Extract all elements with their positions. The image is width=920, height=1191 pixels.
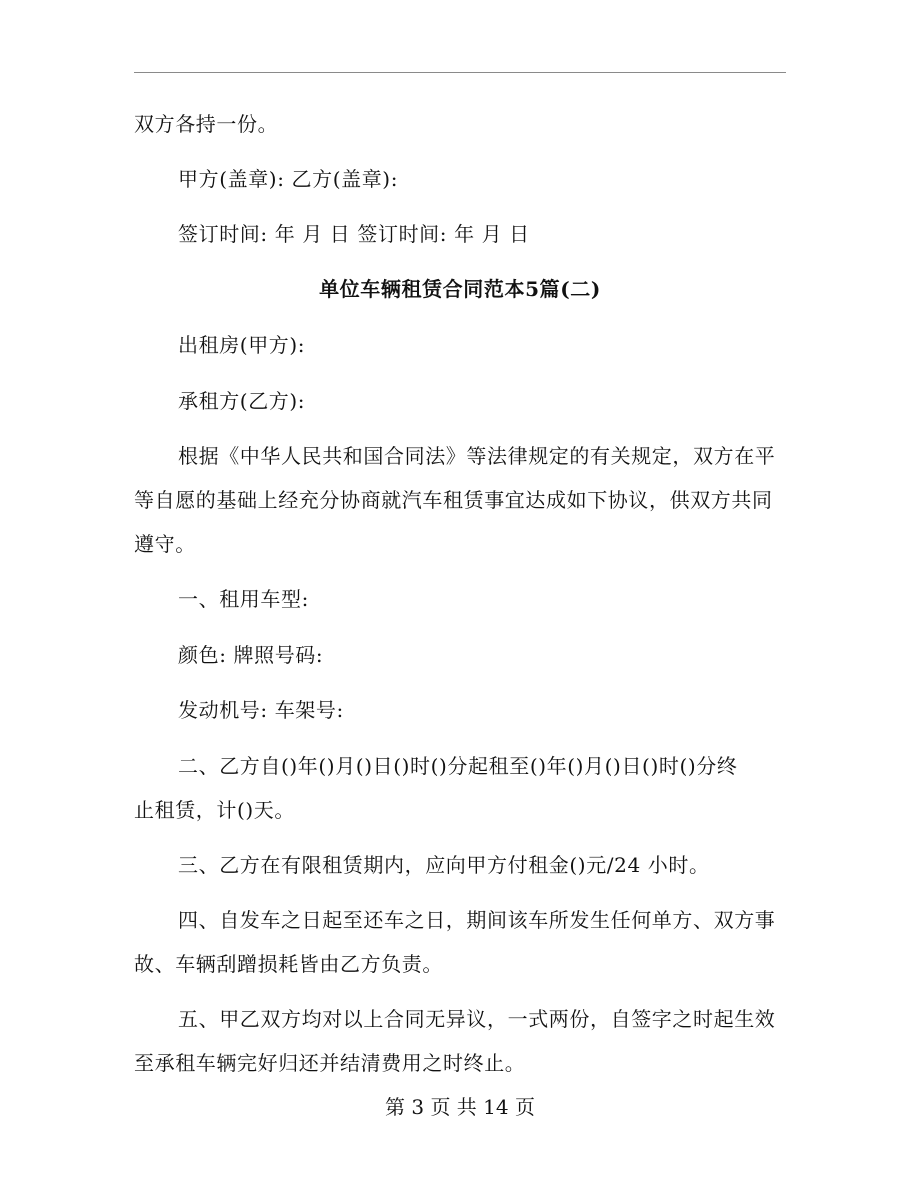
lessor-line: 出租房(甲方): <box>178 333 306 357</box>
clause-line: 止租赁，计()天。 <box>134 798 296 822</box>
clause-line: 颜色: 牌照号码: <box>178 643 324 667</box>
clause-line: 一、租用车型: <box>178 587 309 611</box>
clause-line: 故、车辆刮蹭损耗皆由乙方负责。 <box>134 952 443 976</box>
lessee-line: 承租方(乙方): <box>178 389 306 413</box>
signature-party-line: 甲方(盖章): 乙方(盖章): <box>178 167 399 191</box>
clause-line: 至承租车辆完好归还并结清费用之时终止。 <box>134 1051 526 1075</box>
section-title: 单位车辆租赁合同范本5篇(二) <box>319 277 601 301</box>
signature-date-line: 签订时间: 年 月 日 签订时间: 年 月 日 <box>178 222 530 246</box>
clause-line: 五、甲乙双方均对以上合同无异议，一式两份，自签字之时起生效 <box>178 1007 776 1031</box>
clause-line: 三、乙方在有限租赁期内，应向甲方付租金()元/24 小时。 <box>178 853 710 877</box>
header-rule <box>134 72 786 73</box>
clause-line: 四、自发车之日起至还车之日，期间该车所发生任何单方、双方事 <box>178 908 776 932</box>
paragraph-line: 遵守。 <box>134 532 196 556</box>
paragraph-line: 双方各持一份。 <box>134 112 279 136</box>
paragraph-line: 根据《中华人民共和国合同法》等法律规定的有关规定，双方在平 <box>178 444 776 468</box>
clause-line: 发动机号: 车架号: <box>178 698 344 722</box>
clause-line: 二、乙方自()年()月()日()时()分起租至()年()月()日()时()分终 <box>178 754 738 778</box>
paragraph-line: 等自愿的基础上经充分协商就汽车租赁事宜达成如下协议，供双方共同 <box>134 488 773 512</box>
page-number: 第 3 页 共 14 页 <box>385 1095 535 1119</box>
